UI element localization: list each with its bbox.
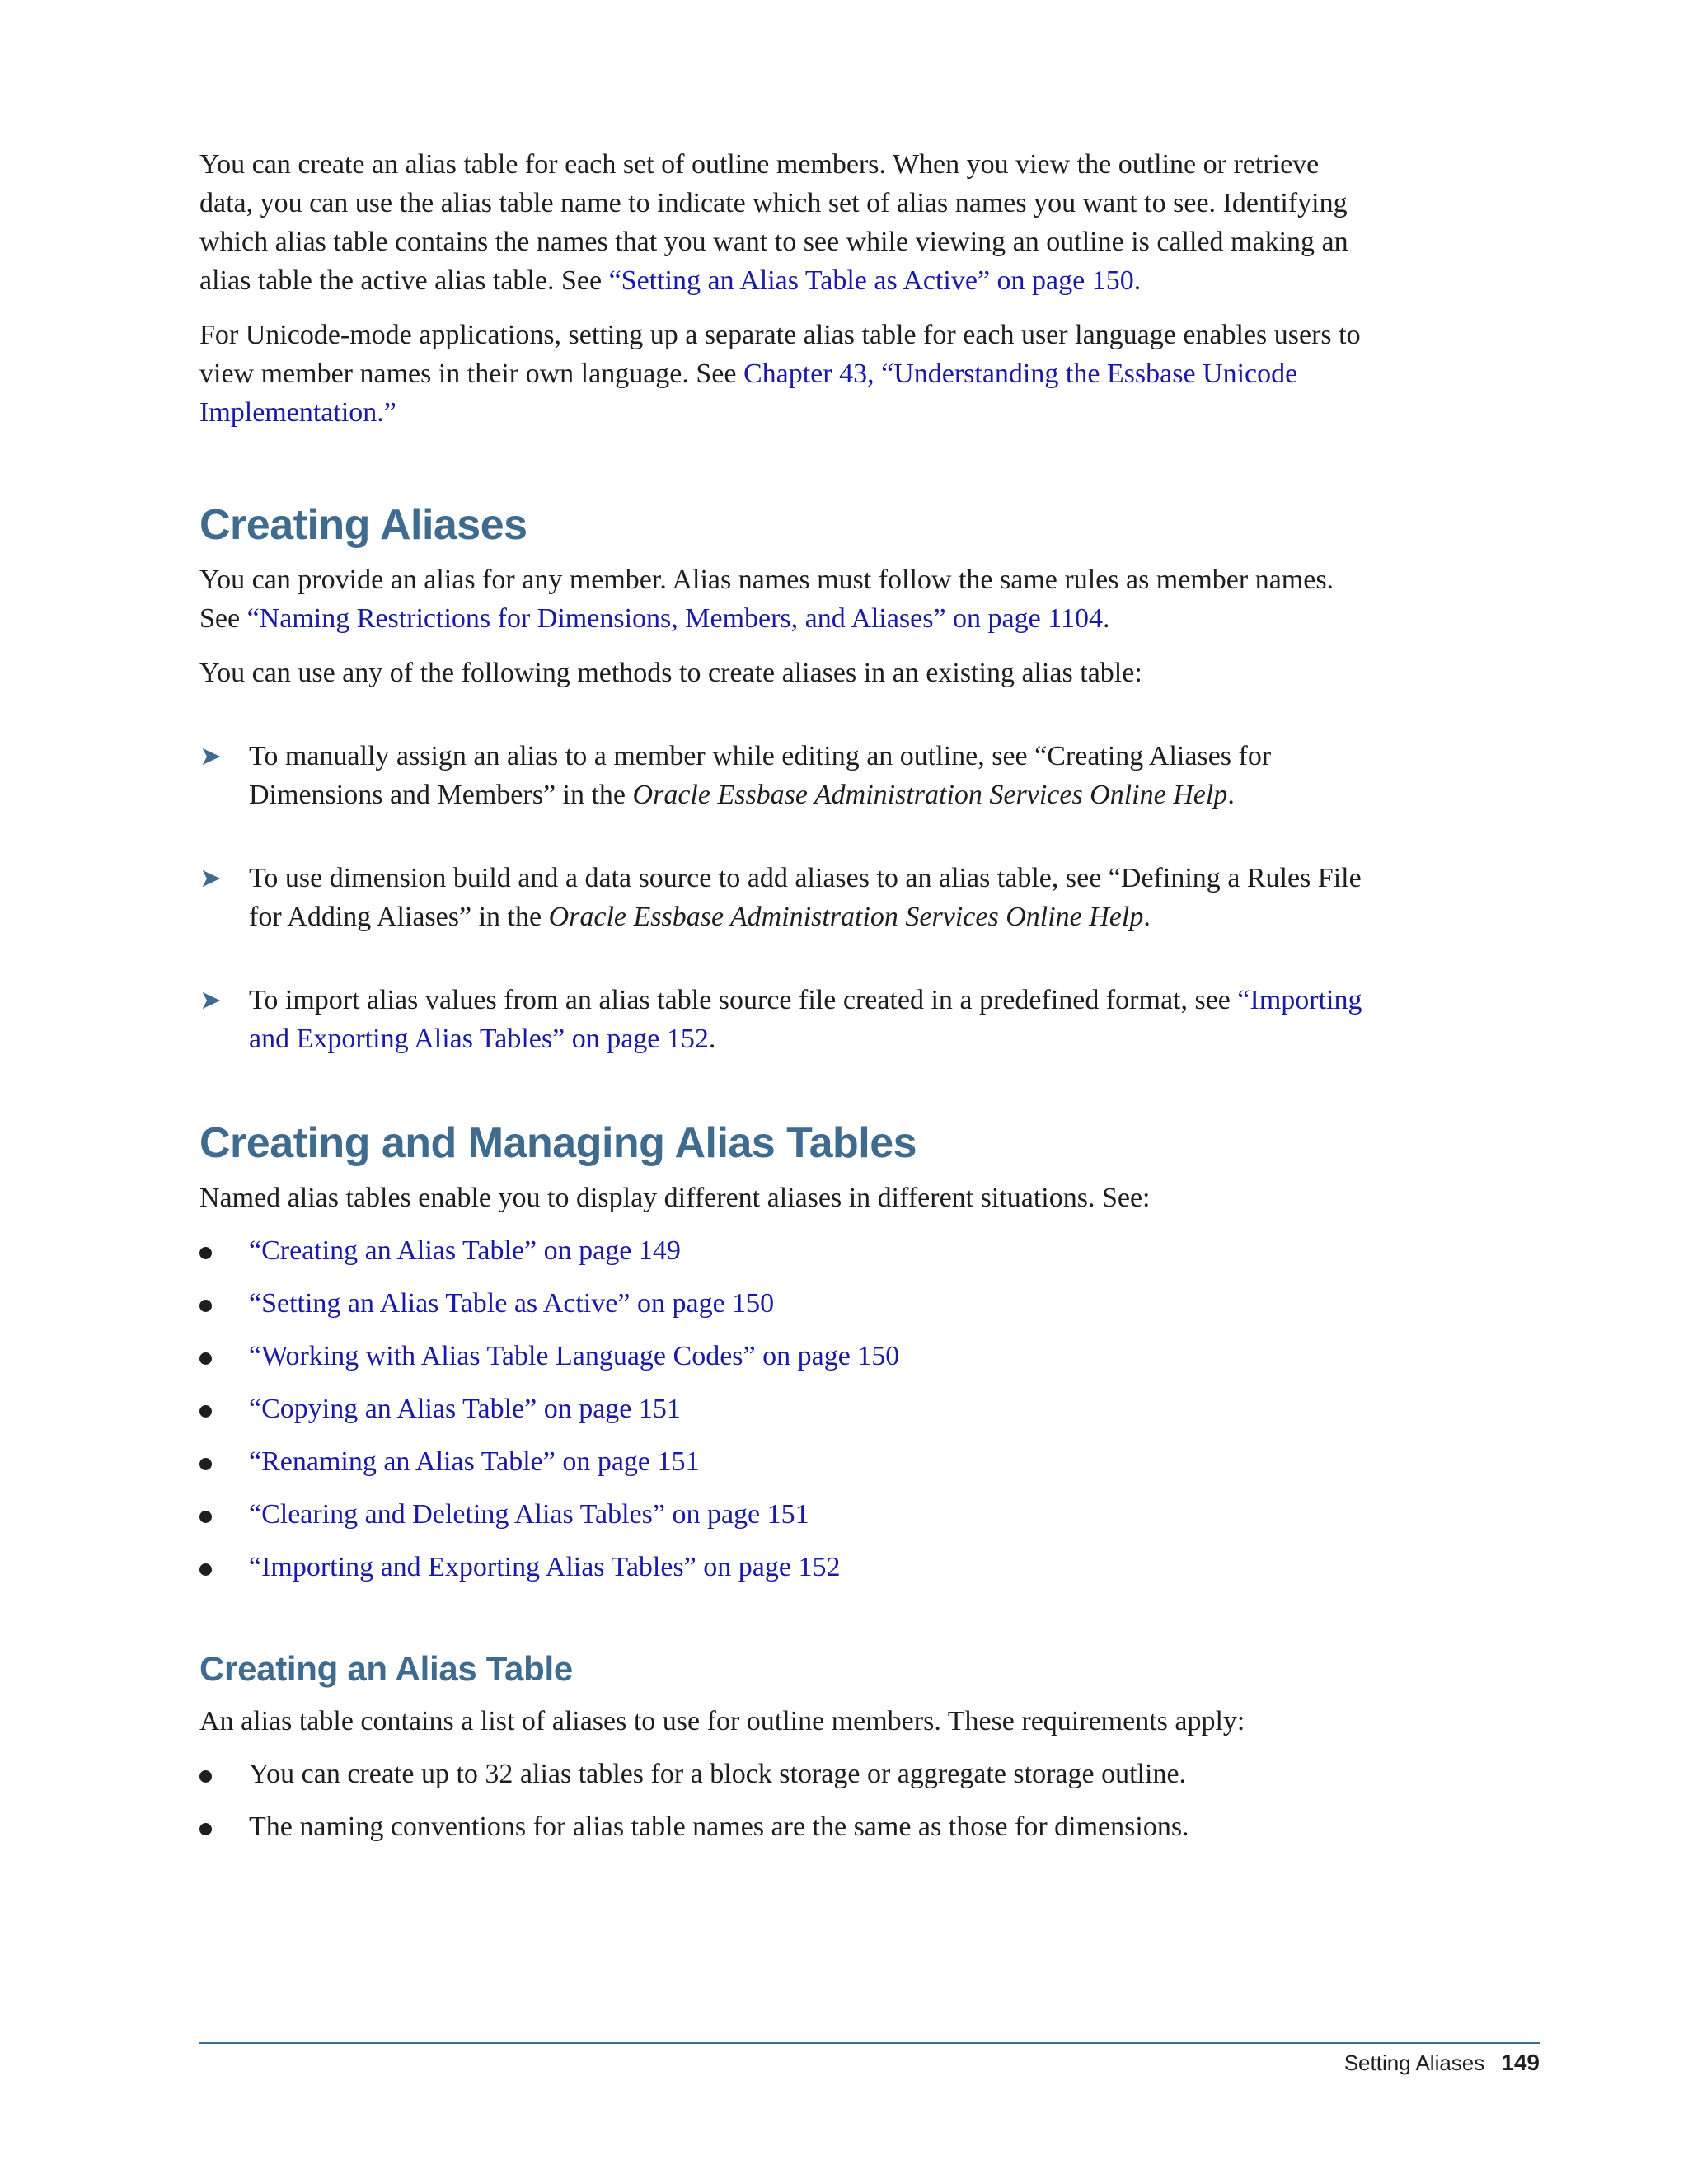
arrow-icon: ➤ bbox=[199, 862, 222, 893]
arrow-icon: ➤ bbox=[199, 740, 222, 771]
footer-rule bbox=[199, 2042, 1540, 2044]
list-item bbox=[199, 1337, 1370, 1376]
list-item bbox=[199, 1755, 1370, 1793]
list-item bbox=[199, 1548, 1370, 1586]
list-item bbox=[199, 1442, 1370, 1481]
link-creating-alias-table[interactable]: “Creating an Alias Table” on page 149 bbox=[249, 1235, 681, 1266]
link-setting-alias-table-active[interactable]: “Setting an Alias Table as Active” on page 150 bbox=[249, 1288, 775, 1319]
list-item bbox=[199, 1284, 1370, 1323]
heading-creating-managing-alias-tables: Creating and Managing Alias Tables bbox=[199, 1119, 917, 1167]
bullet-icon bbox=[199, 1563, 212, 1576]
step-text: To manually assign an alias to a member while editing an outline, see “Creating Aliases for Dimensions and Members” in the bbox=[249, 741, 1272, 810]
bullet-icon bbox=[199, 1300, 212, 1312]
intro-paragraph-2 bbox=[199, 316, 1370, 432]
paragraph-end: . bbox=[1102, 603, 1110, 634]
link-language-codes[interactable]: “Working with Alias Table Language Codes” on page 150 bbox=[249, 1341, 900, 1371]
procedure-step bbox=[199, 859, 1370, 936]
link-copying-alias-table[interactable]: “Copying an Alias Table” on page 151 bbox=[249, 1394, 681, 1424]
paragraph-text: You can create an alias table for each set of outline members. When you view the outline or retrieve data, you can use the alias table name to indicate which set of alias names you want to see. Identifying which alias table contains the names that you want to see while viewing an outline is called making an alias table the active alias table. See bbox=[199, 149, 1348, 296]
link-importing-exporting[interactable]: “Importing and Exporting Alias Tables” on page 152 bbox=[249, 1552, 841, 1582]
arrow-icon: ➤ bbox=[199, 984, 222, 1015]
list-item bbox=[199, 1807, 1370, 1846]
paragraph-text: You can provide an alias for any member. Alias names must follow the same rules as member names. See bbox=[199, 565, 1334, 634]
bullet-icon bbox=[199, 1458, 212, 1470]
procedure-step bbox=[199, 981, 1370, 1058]
list-item bbox=[199, 1495, 1370, 1534]
managing-intro: Named alias tables enable you to display different aliases in different situations. See: bbox=[199, 1183, 1151, 1213]
step-text: To import alias values from an alias table source file created in a predefined format, see bbox=[249, 985, 1238, 1015]
list-item-text: The naming conventions for alias table names are the same as those for dimensions. bbox=[249, 1811, 1189, 1842]
bullet-icon bbox=[199, 1247, 212, 1259]
bullet-icon bbox=[199, 1770, 212, 1783]
intro-paragraph-1 bbox=[199, 145, 1370, 300]
page-number: 149 bbox=[1501, 2050, 1540, 2075]
step-book-title: Oracle Essbase Administration Services Online Help bbox=[632, 780, 1228, 810]
step-book-title: Oracle Essbase Administration Services Online Help bbox=[548, 902, 1144, 932]
link-naming-restrictions[interactable]: “Naming Restrictions for Dimensions, Members, and Aliases” on page 1104 bbox=[246, 603, 1103, 634]
heading-creating-alias-table: Creating an Alias Table bbox=[199, 1649, 573, 1688]
link-clearing-deleting[interactable]: “Clearing and Deleting Alias Tables” on page 151 bbox=[249, 1499, 809, 1530]
link-chapter-43[interactable]: Chapter 43, “Understanding the Essbase Unicode Implementation.” bbox=[199, 359, 1298, 428]
page-content bbox=[199, 145, 1370, 1846]
bullet-icon bbox=[199, 1823, 212, 1835]
link-importing-exporting[interactable]: “Importing and Exporting Alias Tables” on page 152 bbox=[249, 985, 1362, 1054]
creating-aliases-paragraph-1 bbox=[199, 560, 1370, 638]
step-text: To use dimension build and a data source to add aliases to an alias table, see “Defining a Rules File for Adding Aliases” in the bbox=[249, 863, 1362, 932]
link-setting-alias-table-active[interactable]: “Setting an Alias Table as Active” on page 150 bbox=[608, 265, 1134, 296]
bullet-icon bbox=[199, 1352, 212, 1365]
paragraph-text: For Unicode-mode applications, setting up a separate alias table for each user language enables users to view member names in their own language. See bbox=[199, 320, 1361, 389]
list-item bbox=[199, 1231, 1370, 1270]
list-item bbox=[199, 1390, 1370, 1428]
step-end: . bbox=[708, 1024, 716, 1054]
step-end: . bbox=[1227, 780, 1235, 810]
alias-table-intro: An alias table contains a list of aliases to use for outline members. These requirements apply: bbox=[199, 1706, 1245, 1736]
bullet-icon bbox=[199, 1405, 212, 1418]
step-end: . bbox=[1143, 902, 1151, 932]
paragraph-end: . bbox=[1133, 265, 1142, 296]
bullet-icon bbox=[199, 1511, 212, 1523]
footer-section-title: Setting Aliases bbox=[1343, 2050, 1485, 2075]
heading-creating-aliases: Creating Aliases bbox=[199, 501, 528, 549]
page-footer bbox=[1344, 2050, 1540, 2076]
creating-aliases-paragraph-2: You can use any of the following methods to create aliases in an existing alias table: bbox=[199, 658, 1142, 688]
procedure-step bbox=[199, 737, 1370, 814]
list-item-text: You can create up to 32 alias tables for a block storage or aggregate storage outline. bbox=[249, 1759, 1187, 1789]
link-renaming-alias-table[interactable]: “Renaming an Alias Table” on page 151 bbox=[249, 1446, 700, 1477]
